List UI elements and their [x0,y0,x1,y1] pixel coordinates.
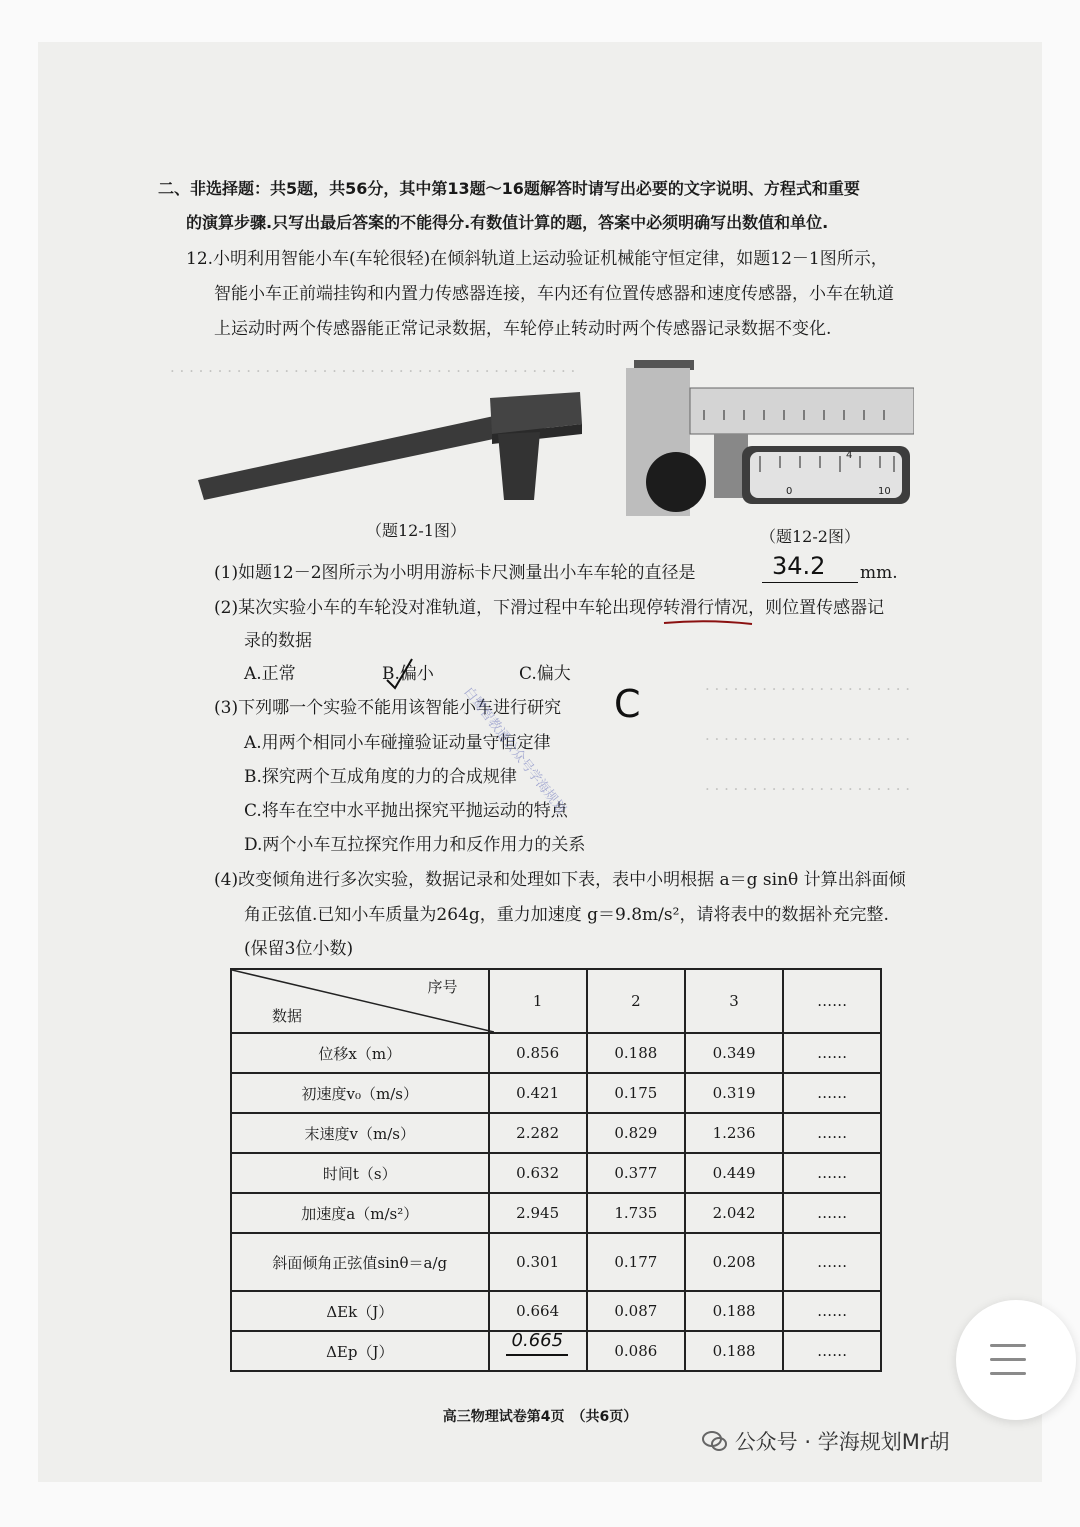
wechat-account[interactable] [702,1426,949,1456]
column-header: …… [783,969,881,1033]
figure-inclined-track [190,388,610,510]
wechat-icon [702,1430,728,1452]
option-3c: C.将车在空中水平抛出探究平抛运动的特点 [244,801,568,821]
menu-button[interactable] [956,1300,1076,1420]
figure2-caption: （题12-2图） [760,527,860,546]
question-stem-line3: 上运动时两个传感器能正常记录数据，车轮停止转动时两个传感器记录数据不变化. [214,319,832,339]
table-cell: 2.042 [685,1193,783,1233]
table-cell: 0.856 [489,1033,587,1073]
row-label: ΔEk（J） [231,1291,489,1331]
table-cell: 0.632 [489,1153,587,1193]
table-cell: 0.829 [587,1113,685,1153]
table-row [231,1033,881,1073]
wechat-account-label: 公众号 · 学海规划Mr胡 [734,1430,950,1454]
table-cell: …… [783,1233,881,1291]
caliper-vernier-zero: 0 [786,486,793,497]
question-stem-line1: 12.小明利用智能小车(车轮很轻)在倾斜轨道上运动验证机械能守恒定律，如题12－1图所示， [186,249,888,269]
bleed-through-text: · · · · · · · · · · · · · · · · · · · · · · [705,680,911,698]
table-cell: …… [783,1331,881,1371]
option-3d: D.两个小车互拉探究作用力和反作用力的关系 [244,835,586,855]
checkmark-icon [384,656,416,692]
table-cell: 0.188 [685,1331,783,1371]
table-cell: …… [783,1033,881,1073]
table-row [231,1153,881,1193]
column-header: 1 [489,969,587,1033]
row-label: 时间t（s） [231,1153,489,1193]
watermark-stamp: 白鹭智教通公众号学海规划 [460,684,569,817]
table-cell: 0.208 [685,1233,783,1291]
table-cell: 1.236 [685,1113,783,1153]
handwritten-diameter: 34.2 [772,552,826,580]
row-label: 加速度a（m/s²） [231,1193,489,1233]
figure-vernier-caliper [614,360,914,520]
option-2c: C.偏大 [519,664,571,684]
table-cell: 2.282 [489,1113,587,1153]
table-cell: 0.319 [685,1073,783,1113]
sub-question-4-line1: (4)改变倾角进行多次实验，数据记录和处理如下表，表中小明根据 a＝g sinθ 计算出斜面倾 [214,870,906,890]
table-cell: 2.945 [489,1193,587,1233]
page-footer: 高三物理试卷第4页 （共6页） [442,1409,638,1425]
column-header: 2 [587,969,685,1033]
answer-cell [489,1331,587,1371]
table-row [231,1113,881,1153]
table-row [231,1331,881,1371]
table-cell: …… [783,1153,881,1193]
table-header-row [231,969,881,1033]
table-cell: 0.175 [587,1073,685,1113]
option-2a: A.正常 [244,664,296,684]
sub-question-1: (1)如题12－2图所示为小明用游标卡尺测量出小车车轮的直径是 [214,563,696,583]
data-table [230,968,882,1372]
bleed-through-text: · · · · · · · · · · · · · · · · · · · · · · [705,780,911,798]
table-corner-cell [231,969,489,1033]
table-row [231,1193,881,1233]
header-data: 数据 [272,1007,303,1025]
column-header: 3 [685,969,783,1033]
table-row [231,1073,881,1113]
bleed-through-text: · · · · · · · · · · · · · · · · · · · · · · [705,730,911,748]
table-cell: 0.349 [685,1033,783,1073]
sub-question-2-line1: (2)某次实验小车的车轮没对准轨道，下滑过程中车轮出现停转滑行情况，则位置传感器记 [214,598,885,618]
table-cell: 0.301 [489,1233,587,1291]
row-label: 斜面倾角正弦值sinθ＝a/g [231,1233,489,1291]
handwritten-choice: C [614,682,641,726]
table-cell: 1.735 [587,1193,685,1233]
sub-question-2-line2: 录的数据 [244,631,312,651]
table-cell: 0.188 [685,1291,783,1331]
table-row [231,1291,881,1331]
question-stem-line2: 智能小车正前端挂钩和内置力传感器连接，车内还有位置传感器和速度传感器，小车在轨道 [214,284,894,304]
table-row [231,1233,881,1291]
table-cell: 0.377 [587,1153,685,1193]
option-2b: B.偏小 [382,664,434,684]
table-cell: 0.449 [685,1153,783,1193]
table-cell: 0.087 [587,1291,685,1331]
table-cell: 0.086 [587,1331,685,1371]
row-label: 末速度v（m/s） [231,1113,489,1153]
table-cell: …… [783,1193,881,1233]
answer-blank-line [762,582,858,583]
caliper-main-mark: 4 [846,450,853,461]
option-3b: B.探究两个互成角度的力的合成规律 [244,767,517,787]
caliper-vernier-ten: 10 [878,486,891,497]
figure1-caption: （题12-1图） [366,521,466,540]
section-instructions-line2: 的演算步骤.只写出最后答案的不能得分.有数值计算的题，答案中必须明确写出数值和单位. [186,213,829,232]
header-index: 序号 [427,978,458,996]
sub-question-4-line3: (保留3位小数) [244,939,354,959]
unit-mm: mm. [860,563,898,583]
table-cell: 0.188 [587,1033,685,1073]
option-3a: A.用两个相同小车碰撞验证动量守恒定律 [244,733,551,753]
row-label: 位移x（m） [231,1033,489,1073]
sub-question-4-line2: 角正弦值.已知小车质量为264g，重力加速度 g＝9.8m/s²，请将表中的数据补充完整. [244,905,889,925]
handwritten-answer: 0.665 [511,1330,564,1351]
sub-question-3: (3)下列哪一个实验不能用该智能小车进行研究 [214,698,562,718]
menu-icon [990,1344,1026,1347]
table-cell: …… [783,1291,881,1331]
bleed-through-text: · · · · · · · · · · · · · · · · · · · · · · · · · · · · · · · · · · · · · · · · · · · [170,362,576,380]
table-cell: …… [783,1073,881,1113]
underline-mark [662,618,754,628]
table-cell: 0.421 [489,1073,587,1113]
section-instructions-line1: 二、非选择题：共5题，共56分，其中第13题～16题解答时请写出必要的文字说明、方程式和重要 [158,179,860,198]
table-cell: 0.664 [489,1291,587,1331]
row-label: ΔEp（J） [231,1331,489,1371]
answer-underline [506,1354,568,1356]
table-cell: …… [783,1113,881,1153]
row-label: 初速度v₀（m/s） [231,1073,489,1113]
table-cell: 0.177 [587,1233,685,1291]
